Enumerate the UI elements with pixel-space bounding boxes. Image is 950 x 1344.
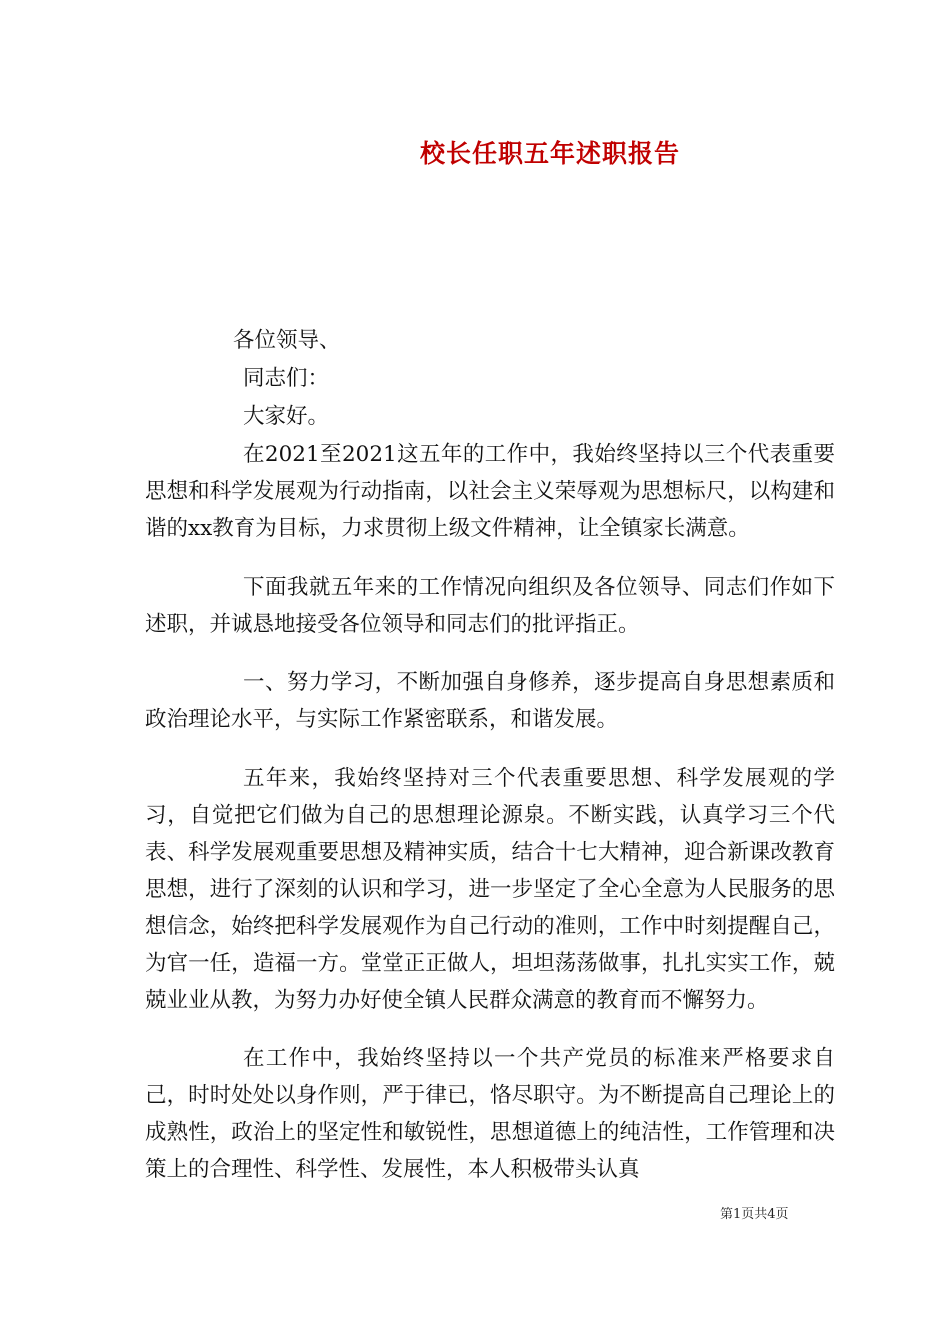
page-number: 第1页共4页 (720, 1207, 789, 1222)
salutation-line-2: 同志们： (243, 366, 330, 391)
greeting-line: 大家好。 (243, 404, 330, 429)
paragraph: 在2021至2021这五年的工作中，我始终坚持以三个代表重要思想和科学发展观为行动指南，以社会主义荣辱观为思想标尺，以构建和谐的xx教育为目标，力求贯彻上级文件精神，让全镇家长满意。 (145, 442, 835, 541)
document-title: 校长任职五年述职报告 (419, 139, 680, 168)
paragraph: 一、努力学习，不断加强自身修养，逐步提高自身思想素质和政治理论水平，与实际工作紧密联系，和谐发展。 (145, 670, 835, 732)
salutation-line-1: 各位领导、 (233, 328, 341, 353)
paragraph: 下面我就五年来的工作情况向组织及各位领导、同志们作如下述职，并诚恳地接受各位领导和同志们的批评指正。 (145, 574, 835, 637)
paragraph: 五年来，我始终坚持对三个代表重要思想、科学发展观的学习，自觉把它们做为自己的思想理论源泉。不断实践，认真学习三个代表、科学发展观重要思想及精神实质，结合十七大精神，迎合新课改教育思想，进行了深刻的认识和学习，进一步坚定了全心全意为人民服务的思想信念，始终把科学发展观作为自己行动的准则，工作中时刻提醒自己，为官一任，造福一方。堂堂正正做人，坦坦荡荡做事，扎扎实实工作，兢兢业业从教，为努力办好使全镇人民群众满意的教育而不懈努力。 (145, 765, 835, 1013)
document-body (145, 322, 835, 1210)
paragraph: 在工作中，我始终坚持以一个共产党员的标准来严格要求自己，时时处处以身作则，严于律已，恪尽职守。为不断提高自己理论上的成熟性，政治上的坚定性和敏锐性，思想道德上的纯洁性，工作管理和决策上的合理性、科学性、发展性，本人积极带头认真 (145, 1046, 835, 1182)
